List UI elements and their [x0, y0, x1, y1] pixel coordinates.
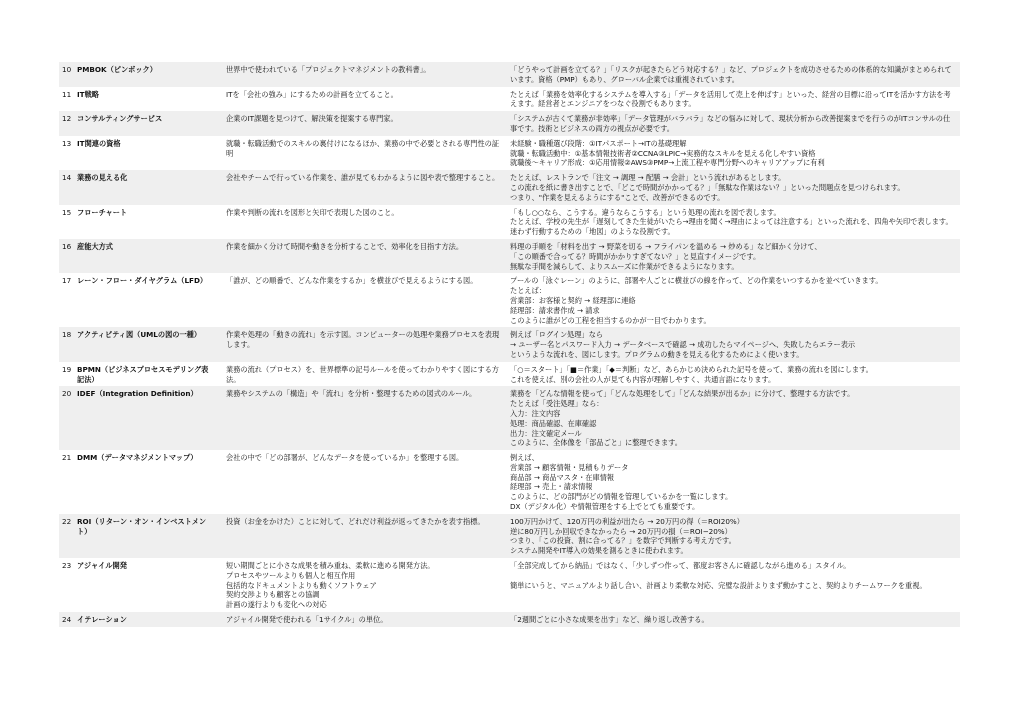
table-row: [59, 62, 960, 87]
description-line: プロセスやツールよりも個人と相互作用: [226, 570, 356, 580]
example-line: 例えば、: [510, 453, 539, 463]
row-number: 10: [62, 65, 72, 74]
description-line: 会社やチームで行っている作業を、誰が見てもわかるように図や表で整理すること。: [226, 173, 500, 183]
example-line: たとえば：: [510, 286, 546, 296]
description-line: 会社の中で「どの部署が、どんなデータを使っているか」を整理する図。: [226, 453, 464, 463]
table-row: [59, 111, 960, 136]
description-line: 計画の遂行よりも変化への対応: [226, 600, 327, 610]
example-line: つまり、"作業を見えるようにする"ことで、改善ができるのです。: [510, 192, 725, 202]
term-description: [217, 208, 507, 218]
row-number: 12: [62, 114, 72, 124]
term-label: BPMN（ビジネスプロセスモデリング表記法）: [77, 364, 209, 384]
example-line: このように、どの部門がどの情報を管理しているかを一覧にします。: [510, 492, 733, 502]
example-line: プールの「泳ぐレーン」のように、部署や人ごとに横並びの線を作って、どの作業をいつするかを並べていきます。: [510, 276, 883, 286]
example-line: というような流れを、図にします。プログラムの動きを見える化するためによく使います。: [510, 349, 804, 359]
term-label: 産能大方式: [77, 241, 113, 251]
description-line: 世界中で使われている「プロジェクトマネジメントの教科書」。: [226, 65, 431, 74]
example-line: 迷わず行動するための「地図」のような役割です。: [510, 227, 675, 237]
term-example: [507, 389, 960, 448]
row-number: 15: [62, 207, 72, 217]
example-line: たとえば、レストランで「注文 → 調理 → 配膳 → 会計」という流れがあるとします。: [510, 173, 786, 183]
table-row: [59, 514, 960, 558]
description-line: 就職・転職活動でのスキルの裏付けになるほか、業務の中で必要とされる専門性の証明: [226, 138, 500, 158]
term-example: [507, 615, 960, 625]
term-label: フローチャート: [77, 207, 128, 217]
term-label: アクティビティ図（UMLの図の一種）: [77, 330, 202, 340]
term-example: [507, 276, 960, 325]
example-line: 業務を「どんな情報を使って」「どんな処理をして」「どんな結果が出るか」に分けて、整理する方法です。: [510, 389, 855, 399]
example-line: 営業部：お客様と契約 → 経理部に連絡: [510, 295, 636, 305]
row-number: 21: [62, 453, 72, 463]
table-row: [59, 87, 960, 112]
term-description: [217, 517, 507, 527]
table-row: [59, 136, 960, 170]
row-number: 23: [62, 561, 72, 571]
term-description: [217, 90, 507, 100]
description-line: ITを「会社の強み」にするための計画を立てること。: [226, 89, 398, 99]
example-line: たとえば、学校の先生が「遅刻してきた生徒がいたら→理由を聞く→理由によっては注意する」といった流れを、四角や矢印で表します。: [510, 217, 953, 227]
example-line: この流れを紙に書き出すことで、「どこで時間がかかってる？」「無駄な作業はない？」といった問題点を見つけられます。: [510, 182, 905, 192]
example-line: 経理部 → 売上・請求情報: [510, 482, 593, 492]
example-line: 「この順番で合ってる？時間がかかりすぎてない？」と見直すイメージです。: [510, 251, 761, 261]
example-line: たとえば「受注処理」なら：: [510, 399, 604, 409]
table-row: [59, 450, 960, 514]
example-line: 「どうやって計画を立てる？」「リスクが起きたらどう対応する？」など、プロジェクトを成功させるための体系的な知識がまとめられています。資格（PMP）もあり、グローバル企業では重視されています。: [510, 65, 952, 84]
term-label: コンサルティングサービス: [77, 114, 163, 124]
row-number: 13: [62, 138, 72, 148]
description-line: 業務の流れ（プロセス）を、世界標準の記号ルールを使ってわかりやすく図にする方法。: [226, 364, 499, 384]
term-label: 業務の見える化: [77, 173, 128, 183]
example-line: 営業部 → 顧客情報・見積もりデータ: [510, 462, 629, 472]
example-line: 簡単にいうと、マニュアルより話し合い、計画より柔軟な対応、完璧な設計よりまず動かすこと、契約よりチームワークを重視。: [510, 580, 927, 590]
row-number: 18: [62, 330, 72, 340]
table-row: [59, 239, 960, 273]
term-description: [217, 453, 507, 463]
table-row: [59, 170, 960, 204]
term-example: [507, 365, 960, 385]
term-label: IT戦略: [77, 89, 99, 99]
term-example: [507, 139, 960, 168]
row-number: 17: [62, 276, 72, 286]
table-row: [59, 205, 960, 239]
term-label: IT関連の資格: [77, 138, 121, 148]
example-line: 「もし○○なら、こうする。違うならこうする」という処理の流れを図で表します。: [510, 207, 781, 217]
term-description: [217, 114, 507, 124]
table-row: [59, 327, 960, 361]
term-description: [217, 173, 507, 183]
term-example: [507, 242, 960, 271]
term-example: [507, 173, 960, 202]
term-description: [217, 615, 507, 625]
term-label: ROI（リターン・オン・インベストメント）: [77, 516, 207, 536]
row-number: 22: [62, 516, 72, 526]
example-line: つまり、「この投資、割に合ってる？」を数字で判断する考え方です。: [510, 536, 736, 546]
table-row: [59, 273, 960, 327]
term-example: [507, 114, 960, 134]
example-line: 100万円かけて、120万円の利益が出たら → 20万円の得（＝ROI20%）: [510, 516, 744, 526]
description-line: 作業や処理の「動きの流れ」を示す図。コンピューターの処理や業務プロセスを表現します。: [226, 330, 500, 350]
term-description: [217, 65, 507, 75]
example-line: 「2週間ごとに小さな成果を出す」など、繰り返し改善する。: [510, 615, 709, 625]
glossary-table: [59, 62, 960, 627]
example-line: 就職後〜キャリア形成：①応用情報②AWS③PMP→上流工程や専門分野へのキャリアアップに有利: [510, 158, 825, 168]
example-line: 例えば「ログイン処理」なら: [510, 330, 604, 340]
term-example: [507, 561, 960, 590]
row-number: 11: [62, 89, 72, 99]
term-example: [507, 517, 960, 556]
example-line: 「全部完成してから納品」ではなく、「少しずつ作って、都度お客さんに確認しながら進める」スタイル。: [510, 561, 851, 571]
term-description: [217, 330, 507, 350]
term-example: [507, 208, 960, 237]
term-label: DMM（データマネジメントマップ）: [77, 453, 198, 463]
term-example: [507, 453, 960, 512]
term-description: [217, 365, 507, 385]
row-number: 19: [62, 364, 72, 374]
example-line: このように誰がどの工程を担当するのかが一目でわかります。: [510, 315, 711, 325]
description-line: 企業のIT課題を見つけて、解決策を提案する専門家。: [226, 114, 398, 124]
term-label: PMBOK（ピンボック）: [77, 65, 157, 74]
description-line: 作業や判断の流れを図形と矢印で表現した図のこと。: [226, 207, 399, 217]
description-line: 作業を細かく分けて時間や動きを分析することで、効率化を目指す方法。: [226, 241, 464, 251]
description-line: 契約交渉よりも顧客との協調: [226, 590, 320, 600]
example-line: 未経験・職種選び段階：①ITパスポート→ITの基礎理解: [510, 138, 687, 148]
description-line: 「誰が、どの順番で、どんな作業をするか」を横並びで見えるようにする図。: [226, 276, 478, 286]
example-line: 「○＝スタート」「■＝作業」「◆＝判断」など、あらかじめ決められた記号を使って、業務の流れを図にします。: [510, 364, 873, 374]
description-line: 包括的なドキュメントよりも動くソフトウェア: [226, 580, 377, 590]
term-description: [217, 276, 507, 286]
example-line: 処理：商品確認、在庫確認: [510, 418, 597, 428]
example-line: [510, 571, 954, 581]
term-example: [507, 330, 960, 359]
example-line: 就職・転職活動中：①基本情報技術者②CCNA③LPIC→実務的なスキルを見える化しやすい資格: [510, 148, 816, 158]
term-label: レーン・フロー・ダイヤグラム（LFD）: [77, 276, 208, 286]
row-number: 24: [62, 615, 72, 625]
term-example: [507, 65, 960, 85]
example-line: これを使えば、別の会社の人が見ても内容が理解しやすく、共通言語になります。: [510, 374, 776, 384]
table-row: [59, 386, 960, 450]
table-row: [59, 558, 960, 612]
example-line: DX（デジタル化）や情報管理をする上でとても重要です。: [510, 502, 700, 512]
term-label: アジャイル開発: [77, 561, 127, 571]
example-line: 商品部 → 商品マスタ・在庫情報: [510, 472, 615, 482]
example-line: システム開発やIT導入の効果を測るときに使われます。: [510, 546, 688, 556]
example-line: 経理部：請求書作成 → 請求: [510, 305, 600, 315]
description-line: アジャイル開発で使われる「1サイクル」の単位。: [226, 615, 388, 625]
term-description: [217, 242, 507, 252]
term-description: [217, 139, 507, 159]
example-line: 逆に80万円しか回収できなかったら → 20万円の損（＝ROI−20%）: [510, 526, 732, 536]
row-number: 16: [62, 241, 72, 251]
term-example: [507, 90, 960, 110]
description-line: 投資（お金をかけた）ことに対して、どれだけ利益が返ってきたかを表す指標。: [226, 516, 485, 526]
example-line: 入力：注文内容: [510, 408, 561, 418]
description-line: 業務やシステムの「構造」や「流れ」を分析・整理するための図式のルール。: [226, 389, 477, 399]
example-line: 料理の手順を「材料を出す → 野菜を切る → フライパンを温める → 炒める」など細かく分けて、: [510, 241, 822, 251]
example-line: 無駄な手間を減らして、よりスムーズに作業ができるようになります。: [510, 261, 739, 271]
example-line: たとえば「業務を効率化するシステムを導入する」「データを活用して売上を伸ばす」といった、経営の目標に沿ってITを活かす方法を考えます。経営者とエンジニアをつなぐ役割でもあります。: [510, 89, 951, 109]
table-row: [59, 612, 960, 627]
table-row: [59, 362, 960, 387]
term-description: [217, 561, 507, 610]
description-line: 短い期間ごとに小さな成果を積み重ね、柔軟に進める開発方法。: [226, 561, 435, 571]
example-line: → ユーザー名とパスワード入力 → データベースで確認 → 成功したらマイページへ、失敗したらエラー表示: [510, 340, 856, 350]
example-line: 出力：注文確定メール: [510, 428, 582, 438]
term-label: イテレーション: [77, 615, 127, 625]
term-label: IDEF（Integration Definition）: [77, 389, 198, 399]
term-description: [217, 389, 507, 399]
example-line: このように、全体像を「部品ごと」に整理できます。: [510, 438, 682, 448]
row-number: 20: [62, 389, 72, 399]
row-number: 14: [62, 173, 72, 183]
example-line: 「システムが古くて業務が非効率」「データ管理がバラバラ」などの悩みに対して、現状分析から改善提案までを行うのがITコンサルの仕事です。技術とビジネスの両方の視点が必要です。: [510, 114, 951, 133]
